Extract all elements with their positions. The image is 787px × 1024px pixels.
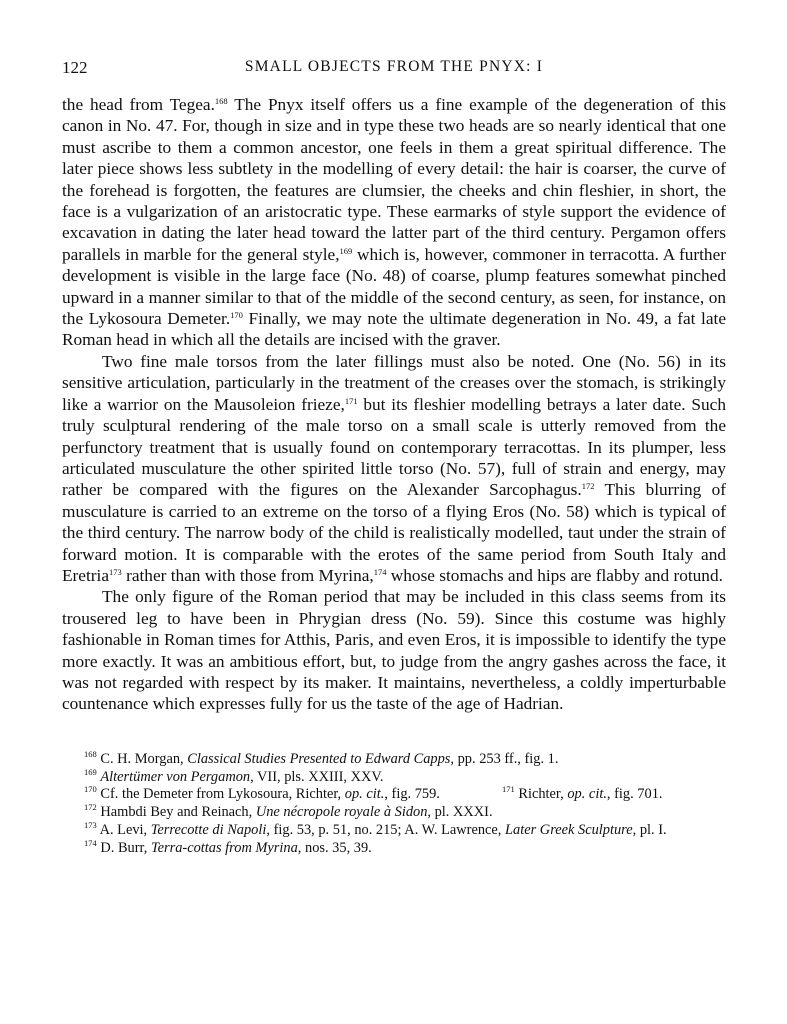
- page-number: 122: [62, 58, 88, 77]
- text-run: the head from Tegea.: [62, 95, 215, 114]
- page-header: [62, 54, 726, 80]
- text-run: Two fine male torsos from the later fillings must also be noted. One (No. 56) in its sensitive articulation, particularly in the treatment of the creases over the stomach, is strikingly like a warrior on the Mausoleion frieze,: [62, 351, 726, 414]
- footnote-ref: 168: [214, 96, 228, 106]
- paragraph: [62, 586, 726, 714]
- body-text: [62, 94, 726, 715]
- text-run: This blurring of musculature is carried to an extreme on the torso of a flying Eros (No. 58) which is typical of the third century. The narrow body of the child is realistically modelled, taut under the strain of forward motion. It is comparable with the erotes of the same period from South Italy and Eretria: [62, 480, 726, 585]
- page: [62, 54, 726, 858]
- footnote-170: $^{170}$ Cf. the Demeter from Lykosoura, Richter, op. cit., fig. 759.: [84, 784, 440, 803]
- footnote-ref: 169: [339, 245, 353, 256]
- footnote-ref: 174: [373, 566, 387, 577]
- text-run: The only figure of the Roman period that may be included in this class seems from its trousered leg to have been in Phrygian dress (No. 59). Since this costume was highly fashionable in Roman times for Atthis, Paris, and even Eros, it is impossible to identify the type more exactly. It was an ambitious effort, but, to judge from the angry gashes across the face, it was not regarded with respect by its maker. It maintains, nevertheless, a coldly imperturbable countenance which expresses fully for us the taste of the age of Hadrian.: [62, 587, 726, 714]
- text-run: which is, however, commoner in terracotta. A further development is visible in the large face (No. 48) of coarse, plump features somewhat pinched upward in a manner similar to that of the middle of the second century, as seen, for instance, on the Lykosoura Demeter.: [62, 244, 726, 329]
- footnote-168: $^{168}$ C. H. Morgan, Classical Studies Presented to Edward Capps, pp. 253 ff., fig. 1.: [84, 748, 559, 767]
- footnote-173: $^{173}$ A. Levi, Terrecotte di Napoli, fig. 53, p. 51, no. 215; A. W. Lawrence, Later Greek Sculpture, pl. I.: [84, 819, 667, 838]
- text-run: Finally, we may note the ultimate degeneration in No. 49, a fat late Roman head in which all the details are incised with the graver.: [62, 309, 726, 350]
- text-run: The Pnyx itself offers us a fine example of the degeneration of this canon in No. 47. For, though in size and in type these two heads are so nearly identical that one must ascribe to them a common ancestor, one feels in them a great spiritual difference. The later piece shows less subtlety in the modelling of every detail: the hair is coarser, the curve of the forehead is forgotten, the features are clumsier, the cheeks and chin fleshier, in short, the face is a vulgarization of an aristocratic type. These earmarks of style support the evidence of excavation in dating the later head toward the latter part of the third century. Pergamon offers parallels in marble for the general style,: [62, 95, 726, 264]
- footnote-ref: 170: [230, 310, 243, 321]
- running-title: SMALL OBJECTS FROM THE PNYX: I: [244, 58, 544, 75]
- footnote-172: $^{172}$ Hambdi Bey and Reinach, Une nécropole royale à Sidon, pl. XXXI.: [84, 802, 493, 821]
- text-run: rather than with those from Myrina,: [121, 565, 374, 585]
- footnote-171: $^{171}$ Richter, op. cit., fig. 701.: [502, 784, 663, 803]
- footnote-169: $^{169}$ Altertümer von Pergamon, VII, pls. XXIII, XXV.: [84, 766, 384, 785]
- paragraph: [62, 94, 726, 351]
- paragraph: [62, 351, 726, 586]
- footnote-ref: 171: [344, 395, 358, 406]
- footnote-ref: 173: [109, 566, 122, 577]
- footnote-pair-170-171: [62, 786, 726, 804]
- footnote-174: $^{174}$ D. Burr, Terra-cottas from Myrina, nos. 35, 39.: [84, 837, 372, 856]
- footnotes: [62, 748, 726, 858]
- text-run: whose stomachs and hips are flabby and rotund.: [386, 565, 723, 585]
- text-run: but its fleshier modelling betrays a later date. Such truly sculptural rendering of the male torso on a small scale is utterly removed from the perfunctory treatment that is usually found on contemporary terracottas. In its plumper, less articulated musculature the other spirited little torso (No. 57), full of strain and energy, may rather be compared with the figures on the Alexander Sarcophagus.: [62, 394, 726, 500]
- footnote-ref: 172: [581, 481, 595, 492]
